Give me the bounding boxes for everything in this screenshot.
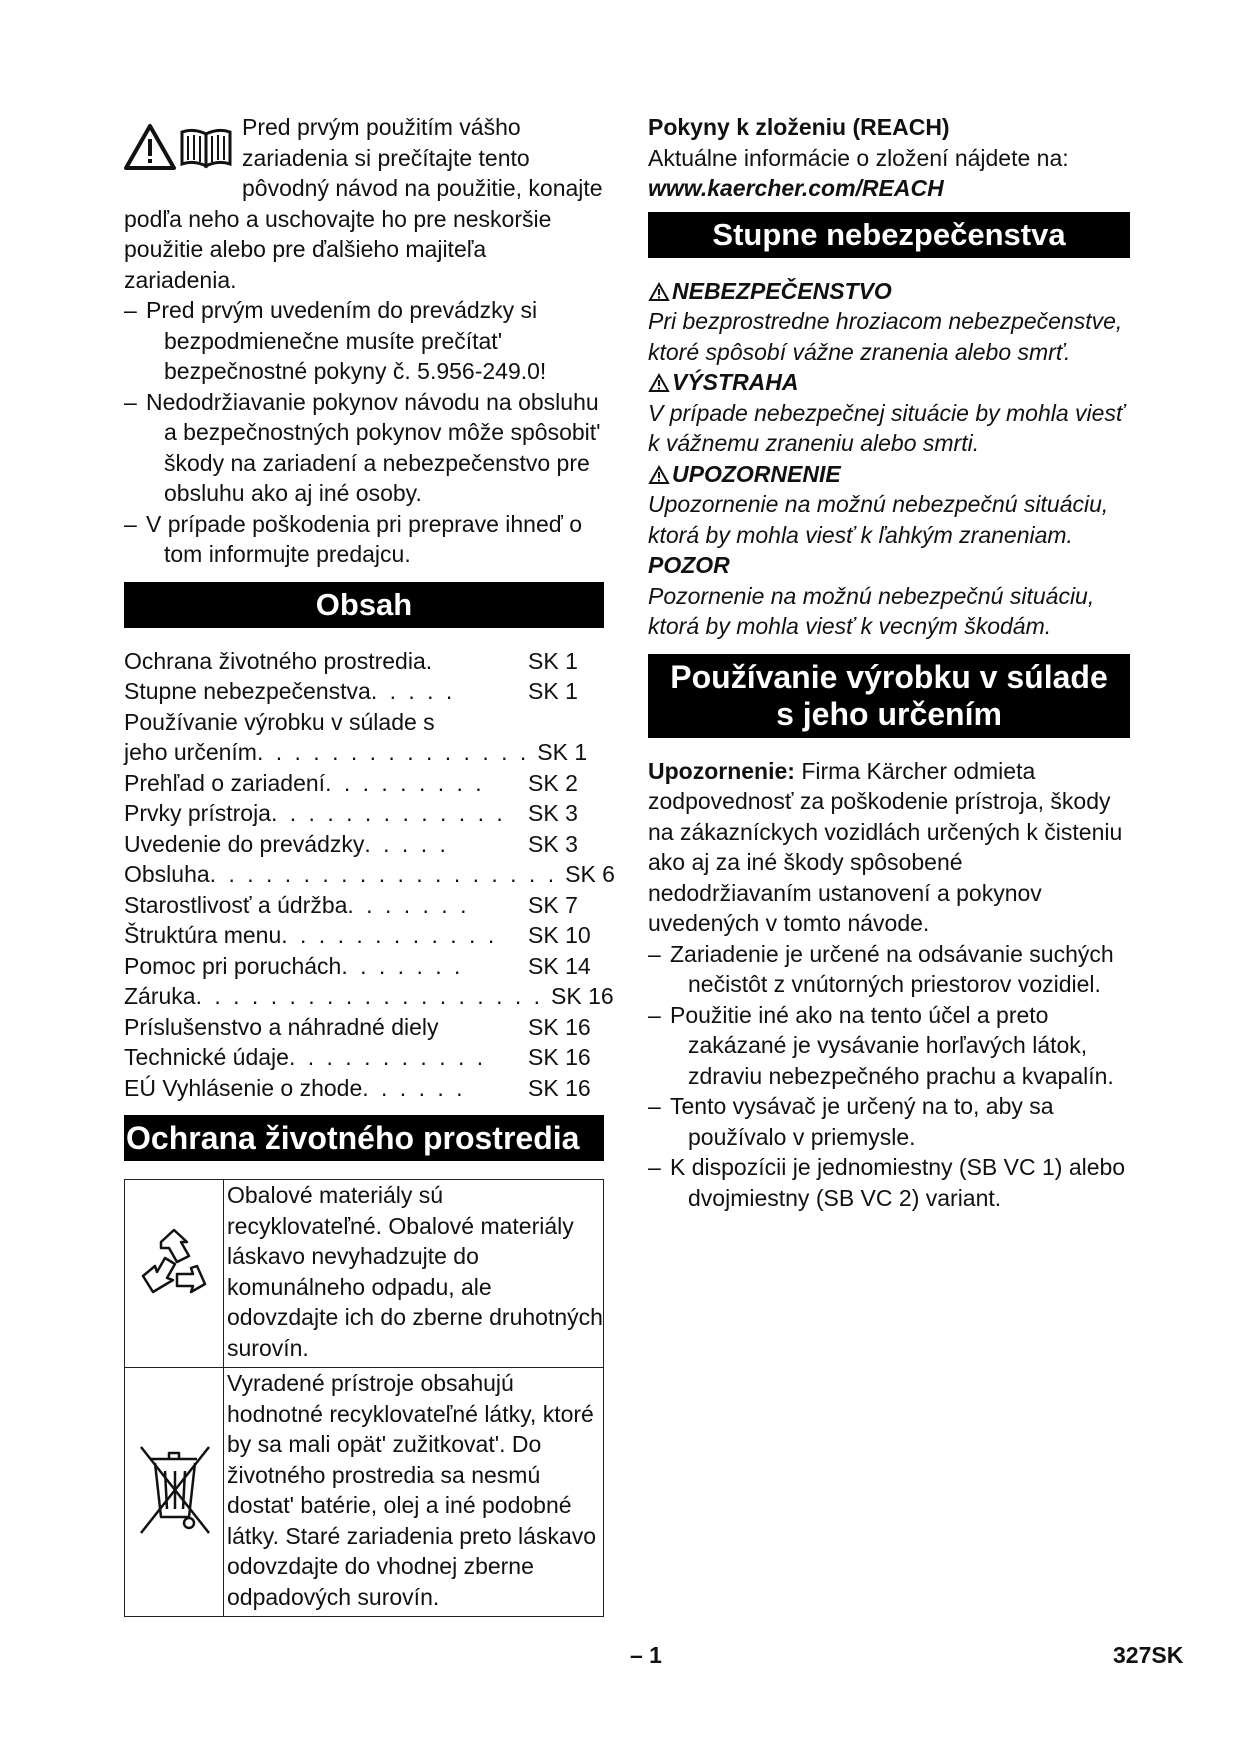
warning-triangle-icon [648,465,670,485]
hazard-heading: Stupne nebezpečenstva [648,212,1130,258]
toc-entry[interactable]: Štruktúra menu . . . . . . . . . . . . SK 10 [124,922,591,948]
toc-entry[interactable]: Starostlivosť a údržba . . . . . . . SK 7 [124,891,578,918]
reach-text: Aktuálne informácie o zložení nájdete na: [648,144,1069,171]
toc-entry[interactable]: Uvedenie do prevádzky . . . . . SK 3 [124,830,578,857]
toc-heading: Obsah [124,582,604,628]
hazard-label: UPOZORNENIE [648,459,1130,490]
list-item: – Tento vysávač je určený na to, aby sa používalo v priemysle. [648,1093,1054,1150]
recycle-icon [131,1222,217,1318]
warning-triangle-icon [126,126,174,168]
intro-section [124,112,604,570]
page-number: – 1 [630,1642,662,1668]
heading-line: s jeho určením [776,695,1002,732]
list-item: – K dispozícii je jednomiestny (SB VC 1) alebo dvojmiestny (SB VC 2) variant. [648,1154,1126,1211]
toc-entry[interactable]: jeho určením . . . . . . . . . . . . . . . SK 1 [124,739,588,765]
intended-use-list [648,939,1130,1214]
list-item: – V prípade poškodenia pri preprave ihneď o tom informujte predajcu. [124,510,583,567]
toc-entry[interactable]: Prvky prístroja . . . . . . . . . . . . . SK 3 [124,800,578,826]
list-item: – Nedodržiavanie pokynov návodu na obsluhu a bezpečnostných pokynov môže spôsobit' škody na zariadení a nebezpečenstvo pre obsluhu ako aj iné osoby. [124,388,601,506]
intended-use-heading [648,654,1130,738]
reach-title: Pokyny k zloženiu (REACH) [648,114,950,140]
toc-entry[interactable]: Ochrana životného prostredia. SK 1 [124,647,578,674]
environment-heading: Ochrana životného prostredia [124,1115,604,1161]
left-column [124,112,615,1617]
toc-entry[interactable]: Stupne nebezpečenstva . . . . . SK 1 [124,678,578,704]
table-of-contents [124,646,615,1104]
toc-entry[interactable]: Príslušenstvo a náhradné diely SK 16 [124,1013,591,1040]
intro-icons [124,118,236,174]
list-item: – Zariadenie je určené na odsávanie suchých nečistôt z vnútorných priestorov vozidiel. [648,940,1114,997]
list-item: – Pred prvým uvedením do prevádzky si bezpodmienečne musíte prečítat' bezpečnostné pokyny č. 5.956-249.0! [124,297,547,384]
environment-table [124,1179,604,1617]
toc-entry[interactable]: Záruka . . . . . . . . . . . . . . . . . . . SK 16 [124,983,614,1009]
environment-text: Vyradené prístroje obsahujú hodnotné recyklovateľné látky, ktoré by sa mali opät' zužitkovat'. Do životného prostredia sa nesmú dostat' batérie, olej a iné podobné látky. Staré zariadenia preto láskavo odovzdajte do vhodnej zberne odpadových surovín. [224,1368,604,1617]
page-code: 327SK [1113,1642,1184,1668]
intro-text: Pred prvým použitím vášho zariadenia si prečítajte tento pôvodný návod na použitie, konajte podľa neho a uschovajte ho pre neskoršie použitie alebo pre ďalšieho majiteľa zariadenia. [124,114,603,293]
hazard-text: Pozornenie na možnú nebezpečnú situáciu, ktorá by mohla viesť k vecným škodám. [648,582,1095,639]
icon-cell [125,1180,224,1368]
right-column [648,112,1130,1213]
heading-line: Používanie výrobku v súlade [670,658,1108,695]
icon-cell [125,1368,224,1617]
toc-entry[interactable]: Používanie výrobku v súlade s [124,708,435,735]
table-row [125,1368,604,1617]
list-item: – Použitie iné ako na tento účel a preto zakázané je vysávanie horľavých látok, zdraviu nebezpečného prachu a kvapalín. [648,1001,1114,1089]
crossed-bin-icon [131,1433,217,1543]
warning-triangle-icon [648,282,670,302]
hazard-text: Pri bezprostredne hroziacom nebezpečenstve, ktoré spôsobí vážne zranenia alebo smrť. [648,308,1123,365]
hazard-text: V prípade nebezpečnej situácie by mohla viesť k vážnemu zraneniu alebo smrti. [648,399,1125,456]
toc-entry[interactable]: Obsluha . . . . . . . . . . . . . . . . . . . SK 6 [124,861,615,887]
reach-link[interactable]: www.kaercher.com/REACH [648,175,944,201]
environment-text: Obalové materiály sú recyklovateľné. Obalové materiály láskavo nevyhadzujte do komunálneho odpadu, ale odovzdajte ich do zberne druhotných surovín. [224,1180,604,1368]
hazard-label: VÝSTRAHA [648,367,1130,398]
manual-book-icon [182,130,230,166]
intro-list [124,295,604,570]
hazard-text: Upozornenie na možnú nebezpečnú situáciu, ktorá by mohla viesť k ľahkým zraneniam. [648,491,1109,548]
toc-entry[interactable]: Pomoc pri poruchách . . . . . . . SK 14 [124,952,591,979]
hazard-levels [648,276,1130,642]
table-row [125,1180,604,1368]
hazard-label: NEBEZPEČENSTVO [648,276,1130,307]
intended-use-note: Upozornenie: Firma Kärcher odmieta zodpovednosť za poškodenie prístroja, škody na zákazníckych vozidlách určených k čisteniu ako aj za iné škody spôsobené nedodržiavaním ustanovení a pokynov uvedených v tomto návode. [648,757,1123,936]
hazard-label: POZOR [648,552,730,578]
toc-entry[interactable]: Prehľad o zariadení . . . . . . . . . SK 2 [124,769,578,796]
toc-entry[interactable]: Technické údaje . . . . . . . . . . . SK 16 [124,1044,591,1070]
toc-entry[interactable]: EÚ Vyhlásenie o zhode . . . . . . SK 16 [124,1074,591,1101]
warning-triangle-icon [648,373,670,393]
